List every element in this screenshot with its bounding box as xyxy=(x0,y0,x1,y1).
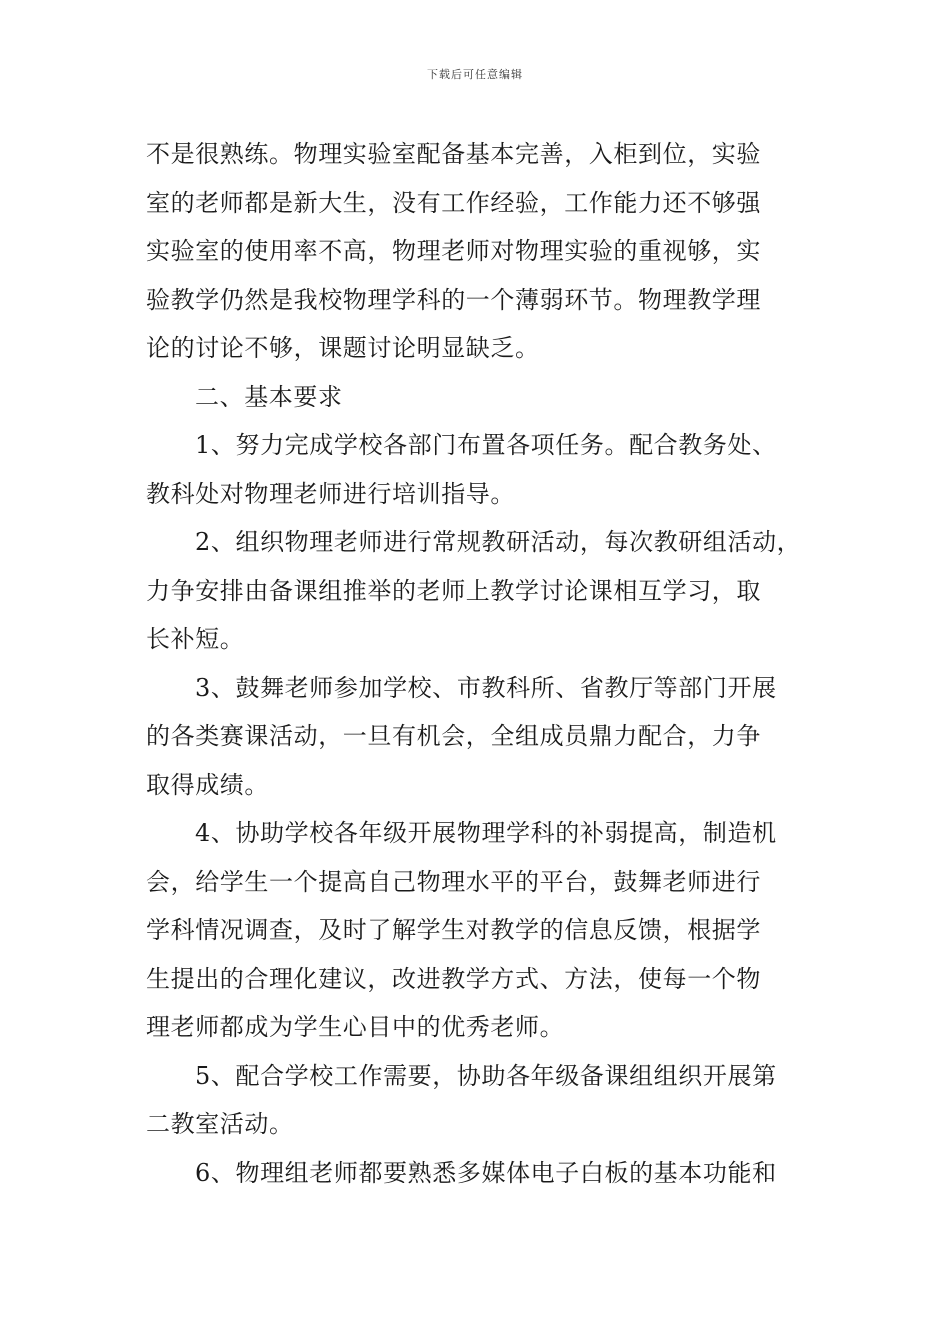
text-line: 6、物理组老师都要熟悉多媒体电子白板的基本功能和 xyxy=(195,1158,777,1187)
text-line: 实验室的使用率不高，物理老师对物理实验的重视够，实 xyxy=(146,237,761,265)
section-heading: 二、基本要求 xyxy=(195,382,343,411)
text-line: 4、协助学校各年级开展物理学科的补弱提高，制造机 xyxy=(195,819,777,847)
text-line: 的各类赛课活动，一旦有机会，全组成员鼎力配合，力争 xyxy=(146,722,761,750)
page-header: 下载后可任意编辑 xyxy=(427,68,523,81)
document-body xyxy=(146,130,826,1197)
text-line: 3、鼓舞老师参加学校、市教科所、省教厅等部门开展 xyxy=(195,673,777,702)
text-line: 教科处对物理老师进行培训指导。 xyxy=(146,479,515,508)
text-line: 取得成绩。 xyxy=(146,770,269,799)
text-line: 室的老师都是新大生，没有工作经验，工作能力还不够强 xyxy=(146,188,761,217)
text-line: 会，给学生一个提高自己物理水平的平台，鼓舞老师进行 xyxy=(146,867,761,896)
text-line: 理老师都成为学生心目中的优秀老师。 xyxy=(146,1013,565,1041)
text-line: 长补短。 xyxy=(146,625,245,653)
text-line: 2、组织物理老师进行常规教研活动，每次教研组活动， xyxy=(195,528,802,556)
text-line: 1、努力完成学校各部门布置各项任务。配合教务处、 xyxy=(195,431,777,459)
text-line: 生提出的合理化建议，改进教学方式、方法，使每一个物 xyxy=(146,964,761,993)
text-line: 不是很熟练。物理实验室配备基本完善，入柜到位，实验 xyxy=(146,140,761,168)
text-line: 论的讨论不够，课题讨论明显缺乏。 xyxy=(146,334,540,362)
text-line: 二教室活动。 xyxy=(146,1110,294,1138)
text-line: 学科情况调查，及时了解学生对教学的信息反馈，根据学 xyxy=(146,916,761,944)
text-line: 验教学仍然是我校物理学科的一个薄弱环节。物理教学理 xyxy=(146,285,761,314)
text-line: 5、配合学校工作需要，协助各年级备课组组织开展第 xyxy=(195,1061,777,1090)
text-line: 力争安排由备课组推举的老师上教学讨论课相互学习，取 xyxy=(146,576,761,605)
